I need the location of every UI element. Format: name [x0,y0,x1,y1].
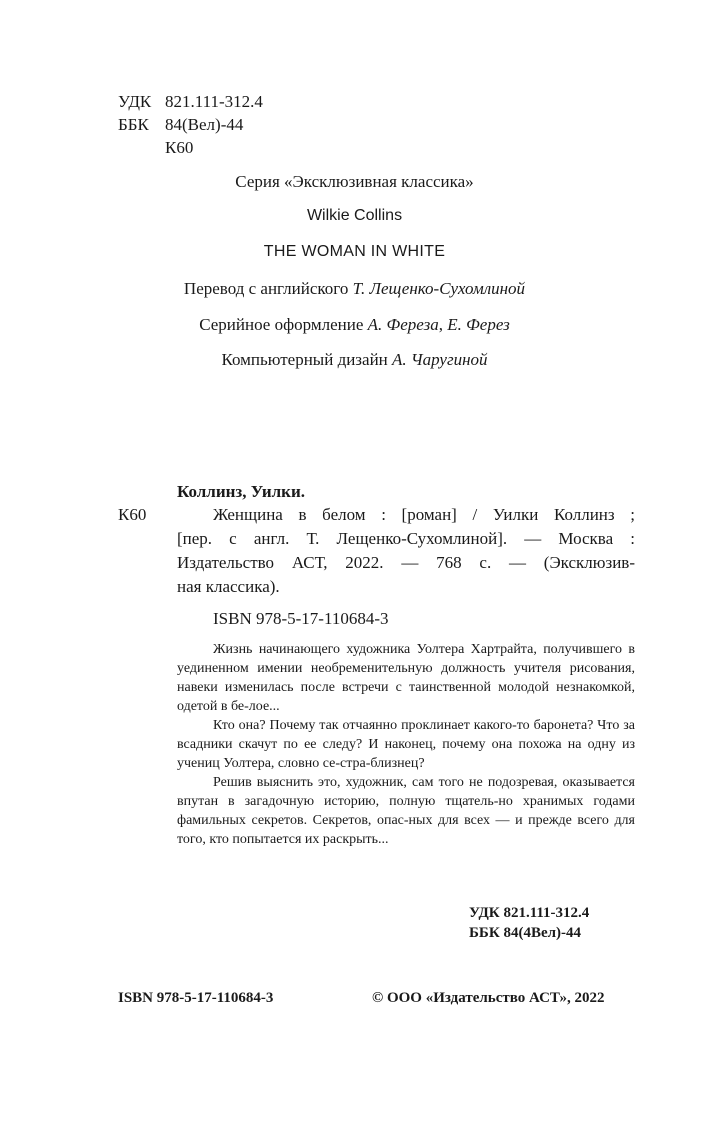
footer-isbn: ISBN 978-5-17-110684-3 [118,990,274,1006]
computer-design-prefix: Компьютерный дизайн [221,350,388,369]
udk-label: УДК [118,92,152,111]
annotation [177,640,635,849]
bottom-bbk: ББК 84(4Вел)-44 [469,925,582,941]
udk-value: 821.111-312.4 [165,92,263,111]
computer-designer-name: А. Чаругиной [392,350,488,369]
footer-copyright: © ООО «Издательство АСТ», 2022 [372,990,605,1006]
author-mark: К60 [165,138,194,157]
designer-name-1: А. Фереза [367,315,439,334]
entry-line-4: ная классика). [177,577,280,596]
entry-isbn: ISBN 978-5-17-110684-3 [213,609,389,628]
original-author: Wilkie Collins [306,207,403,224]
design-prefix: Серийное оформление [199,315,364,334]
bbk-label: ББК [118,115,149,134]
design-line [0,315,709,335]
annotation-paragraph-2: Кто она? Почему так отчаянно проклинает какого-то баронета? Что за всадники скачут по ее следу? И наконец, почему она похожа на одну из учениц Уолтера, словно се-стра-близнец? [177,718,635,771]
bottom-udk: УДК 821.111-312.4 [469,905,590,921]
entry-line-3: Издательство АСТ, 2022. — 768 с. — (Эксклюзив- [177,553,635,572]
translation-prefix: Перевод с английского [183,279,349,298]
translator-name: Т. Лещенко-Сухомлиной [352,279,526,298]
bbk-value: 84(Вел)-44 [165,115,244,134]
entry-line-1: Женщина в белом : [роман] / Уилки Коллинз ; [213,505,635,524]
designer-name-2: Е. Ферез [447,315,510,334]
annotation-paragraph-1: Жизнь начинающего художника Уолтера Хартрайта, получившего в уединенном имении необременительную должность учителя рисования, навеки изменилась после встречи с таинственной молодой незнакомкой, одетой в бе-лое... [177,642,635,714]
entry-line-2: [пер. с англ. Т. Лещенко-Сухомлиной]. — Москва : [177,529,635,548]
entry-mark: К60 [118,505,147,524]
entry-heading: Коллинз, Уилки. [177,482,306,501]
computer-design-line [0,350,709,370]
annotation-paragraph-3: Решив выяснить это, художник, сам того не подозревая, оказывается впутан в загадочную историю, полную тщатель-но хранимых годами фамильных секретов. Секретов, опас-ных для всех — и прежде всего для того, кто попытается их раскрыть... [177,775,635,847]
series-line: Серия «Эксклюзивная классика» [235,172,474,191]
designer-separator: , [438,315,443,334]
translation-line [0,279,709,299]
original-title: THE WOMAN IN WHITE [263,243,446,260]
